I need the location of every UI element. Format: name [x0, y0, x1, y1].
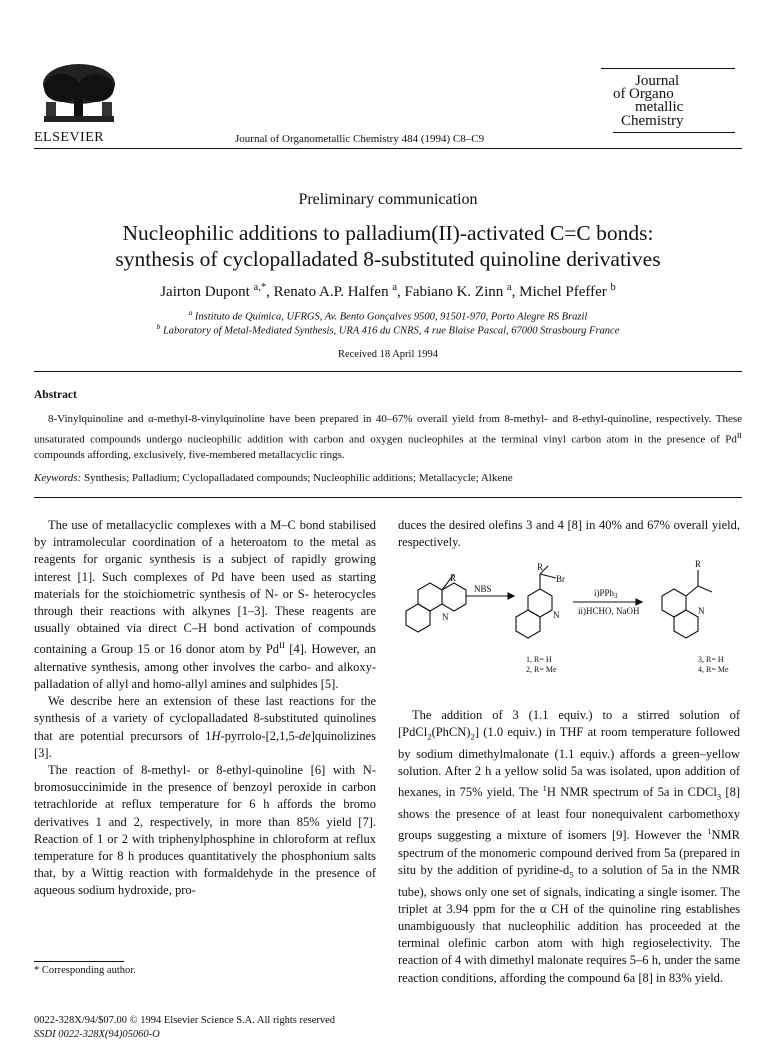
paragraph-sub: 2	[427, 731, 432, 742]
paragraph-text: -pyrrolo-[2,1,5-	[220, 728, 299, 743]
compound-label: 3, R= H	[698, 655, 724, 664]
body-column-right-bottom	[398, 707, 740, 987]
paragraph-text: ]quinolizines [3].	[34, 728, 376, 760]
scheme-reagent-hcho: ii)HCHO, NaOH	[578, 606, 640, 616]
journal-logo-word: Chemistry	[621, 113, 684, 129]
body-column-right-top	[398, 517, 740, 551]
article-title	[60, 220, 716, 272]
scheme-n-label: N	[698, 606, 705, 616]
affiliation-mark: a	[188, 308, 193, 317]
paragraph-text: The use of metallacyclic complexes with a M–C bond stabilised by intramolecular coordination of a heteroatom to the metal as reagents for organic synthesis is a subject of rapidly growing interest [1]. Such complexes of Pd have been used as starting materials for the stoichiometric synthesis of N- or S- heterocycles through their reactions with alkynes [1–3]. These reagents are usually obtained via direct C–H bond activation of compounds containing a Group 15 or 16 donor atom by Pd	[34, 518, 376, 657]
author-name: Michel Pfeffer	[519, 284, 607, 300]
footnote: * Corresponding author.	[34, 965, 136, 976]
title-line: Nucleophilic additions to palladium(II)-activated C=C bonds:	[122, 221, 654, 245]
quinoline-structure-icon	[406, 574, 466, 632]
journal-logo-word: Organo	[629, 86, 674, 102]
scheme-r-label: R	[450, 573, 457, 583]
paragraph-sub: 2	[470, 731, 475, 742]
paragraph	[34, 693, 376, 762]
bromo-quinoline-structure-icon	[516, 566, 556, 638]
journal-logo-word: metallic	[635, 99, 684, 115]
journal-logo-word: of	[613, 86, 626, 102]
affiliation	[0, 322, 776, 337]
keywords-text: Synthesis; Palladium; Cyclopalladated compounds; Nucleophilic additions; Metallacycle; Alkene	[84, 472, 513, 484]
abstract-body: 8-Vinylquinoline and α-methyl-8-vinylquinoline have been prepared in 40–67% overall yield from 8-methyl- and 8-ethyl-quinoline, respectively. These unsaturated compounds undergo nucleophilic addition with carbon and oxygen nucleophiles at the terminal vinyl carbon atom in the presence of Pd	[34, 413, 742, 446]
paragraph-text: [8] shows the presence of at least four nonequivalent carbomethoxy groups suggesting a mixture of isomers [9]. However the	[398, 785, 740, 843]
paragraph: duces the desired olefins 3 and 4 [8] in 40% and 67% overall yield, respectively.	[398, 518, 740, 550]
reaction-scheme	[398, 556, 743, 702]
paragraph-sup: II	[279, 640, 285, 651]
paragraph-text: H NMR spectrum of 5a in CDCl	[546, 785, 717, 800]
paragraph-sub: 3	[716, 791, 722, 802]
compound-label: 1, R= H	[526, 655, 552, 664]
scheme-reagent-nbs: NBS	[474, 584, 492, 594]
abstract-text	[34, 412, 742, 463]
compound-label: 4, R= Me	[698, 665, 729, 674]
body-column-left	[34, 517, 376, 900]
abstract-heading: Abstract	[34, 389, 77, 401]
author-list: Jairton Dupont $^{a,*}$, Renato A.P. Halfen $^a$, Fabiano K. Zinn $^a$, Michel Pfeffer $^b$	[160, 282, 616, 300]
affiliation-text: Laboratory of Metal-Mediated Synthesis, URA 416 du CNRS, 4 rue Blaise Pascal, 67000 Strasbourg France	[162, 325, 620, 337]
paragraph-text: ] (1.0 equiv.) in THF at room temperature followed by sodium dimethylmalonate (1.1 equiv.) affords a green–yellow solution. After 2 h a yellow solid 5a was isolated, upon addition of hexanes, in 75% yield. The	[398, 725, 740, 800]
section-label: Preliminary communication	[298, 191, 478, 208]
paragraph-text: (PhCN)	[431, 725, 471, 740]
publisher-name: ELSEVIER	[34, 130, 105, 145]
author-name: Fabiano K. Zinn	[404, 284, 504, 300]
affiliation-mark: b	[156, 322, 161, 331]
paragraph	[34, 517, 376, 693]
paragraph-text: The addition of 3 (1.1 equiv.) to a stirred solution of [PdCl	[398, 708, 740, 740]
author-affiliation-mark: a	[392, 282, 397, 293]
paragraph-text: [4]. However, an alternative synthesis, among other involves the carbo- and alkoxy-palladation of allyl and homo-allyl amines and sulphides [5].	[34, 642, 377, 691]
scheme-n-label: N	[553, 610, 560, 620]
author-affiliation-mark: b	[610, 282, 616, 293]
abstract-body-end: compounds affording, exclusively, five-membered metallacyclic rings.	[34, 448, 345, 461]
footnote-text: Corresponding author.	[41, 965, 136, 976]
scheme-n-label: N	[442, 612, 449, 622]
paragraph-sup: 1	[542, 783, 547, 794]
paragraph-text: to a solution of 5a in the NMR tube), shows only one set of signals, indicating a single isomer. The triplet at 3.94 ppm for the α CH of the quinoline ring establishes unambiguously that nucleophilic addition has proceeded at the terminal olefinic carbon atom with high regioselectivity. The reaction of 4 with dimethyl malonate requires 5–6 h, under the same reaction conditions, affording the compound 6a [8] in 83% yield.	[398, 862, 740, 985]
journal-logo	[595, 62, 735, 140]
paragraph: The reaction of 8-methyl- or 8-ethyl-quinoline [6] with N-bromosuccinimide in the presence of benzoyl peroxide in carbon tetrachloride at reflux temperature for 6 h affords the bromo derivatives 1 and 2, respectively, in more than 85% yield [7]. Reaction of 1 or 2 with triphenylphosphine in chloroform at reflux temperature for 8 h produces quantitatively the phosphonium salts that, by a Wittig reaction with formaldehyde in the presence of aqueous sodium hydroxide, pro-	[34, 763, 376, 898]
copyright-line: 0022-328X/94/$07.00 © 1994 Elsevier Science S.A. All rights reserved	[34, 1015, 336, 1026]
ssdi-line: SSDI 0022-328X(94)05060-O	[34, 1029, 160, 1040]
paragraph-italic: de	[298, 728, 311, 743]
scheme-r-label: R	[537, 562, 544, 572]
vinyl-quinoline-structure-icon	[662, 570, 712, 638]
header-rule	[34, 148, 742, 149]
affiliation	[0, 308, 776, 323]
compound-label: 2, R= Me	[526, 665, 557, 674]
keywords-label: Keywords:	[34, 472, 82, 484]
author-affiliation-mark: a	[507, 282, 512, 293]
author-name: Jairton Dupont	[160, 284, 250, 300]
footnote-rule	[34, 961, 124, 962]
title-line: synthesis of cyclopalladated 8-substituted quinoline derivatives	[115, 247, 661, 271]
journal-logo-word: Journal	[635, 73, 680, 89]
paragraph-text: NMR spectrum of the monomeric compound derived from 5a (prepared in situ by the addition of pyridine-d	[398, 828, 740, 877]
received-date: Received 18 April 1994	[337, 349, 439, 360]
journal-citation: Journal of Organometallic Chemistry 484 (1994) C8–C9	[235, 133, 485, 145]
scheme-br-label: Br	[556, 574, 565, 584]
abstract-rule	[34, 371, 742, 372]
paragraph-text: We describe here an extension of these last reactions for the synthesis of a variety of cyclopalladated 8-substituted quinolines that are potential precursors of 1	[34, 694, 376, 743]
author-name: Renato A.P. Halfen	[273, 284, 389, 300]
abstract-sup: II	[736, 430, 742, 440]
scheme-reagent-pph3: i)PPh$_3$	[594, 588, 618, 600]
scheme-r-label: R	[695, 559, 702, 569]
author-affiliation-mark: a,*	[253, 282, 267, 293]
keywords	[34, 472, 742, 484]
keywords-rule	[34, 497, 742, 498]
affiliation-text: Instituto de Química, UFRGS, Av. Bento Gonçalves 9500, 91501-970, Porto Alegre RS Brazil	[194, 311, 588, 323]
paragraph-sub: 5	[569, 869, 574, 880]
paragraph-italic: H	[211, 728, 221, 743]
elsevier-tree-logo-icon	[40, 62, 118, 126]
paragraph-sup: 1	[707, 826, 712, 837]
paragraph	[398, 707, 740, 987]
